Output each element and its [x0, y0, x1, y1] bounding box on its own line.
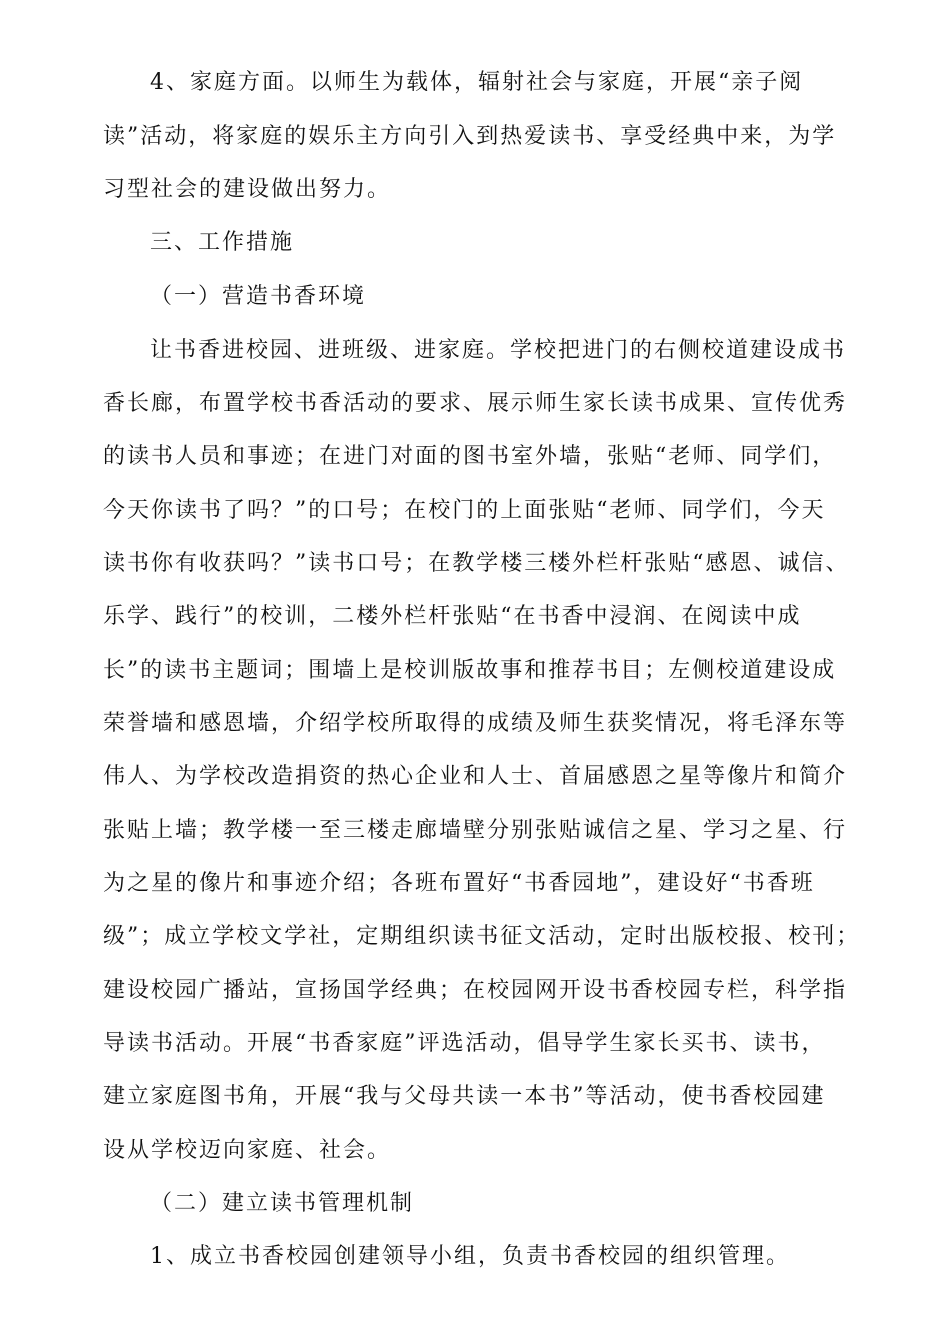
paragraph-line: 荣誉墙和感恩墙，介绍学校所取得的成绩及师生获奖情况，将毛泽东等 — [103, 711, 848, 736]
subsection-heading: （一）营造书香环境 — [150, 284, 367, 309]
paragraph-line: 设从学校迈向家庭、社会。 — [103, 1138, 392, 1163]
paragraph-line: 建立家庭图书角，开展“我与父母共读一本书”等活动，使书香校园建 — [103, 1084, 826, 1109]
paragraph-line: 香长廊，布置学校书香活动的要求、展示师生家长读书成果、宣传优秀 — [103, 391, 848, 416]
paragraph-line: 习型社会的建设做出努力。 — [103, 177, 392, 202]
paragraph-line: 张贴上墙；教学楼一至三楼走廊墙壁分别张贴诚信之星、学习之星、行 — [103, 818, 848, 843]
paragraph-line: 读”活动，将家庭的娱乐主方向引入到热爱读书、享受经典中来，为学 — [103, 124, 837, 149]
paragraph-line: 乐学、践行”的校训，二楼外栏杆张贴“在书香中浸润、在阅读中成 — [103, 604, 802, 629]
paragraph-line: 4、家庭方面。以师生为载体，辐射社会与家庭，开展“亲子阅 — [150, 70, 804, 95]
paragraph-line: 的读书人员和事迹；在进门对面的图书室外墙，张贴“老师、同学们， — [103, 444, 837, 469]
section-heading: 三、工作措施 — [150, 230, 295, 255]
paragraph-line: 长”的读书主题词；围墙上是校训版故事和推荐书目；左侧校道建设成 — [103, 658, 837, 683]
paragraph-line: 导读书活动。开展“书香家庭”评选活动，倡导学生家长买书、读书， — [103, 1031, 826, 1056]
paragraph-line: 今天你读书了吗？”的口号；在校门的上面张贴“老师、同学们，今天 — [103, 498, 826, 523]
paragraph-line: 1、成立书香校园创建领导小组，负责书香校园的组织管理。 — [150, 1244, 790, 1269]
paragraph-line: 伟人、为学校改造捐资的热心企业和人士、首届感恩之星等像片和简介 — [103, 764, 848, 789]
subsection-heading: （二）建立读书管理机制 — [150, 1191, 415, 1216]
paragraph-line: 建设校园广播站，宣扬国学经典；在校园网开设书香校园专栏，科学指 — [103, 978, 848, 1003]
paragraph-line: 读书你有收获吗？”读书口号；在教学楼三楼外栏杆张贴“感恩、诚信、 — [103, 551, 850, 576]
paragraph-line: 级”；成立学校文学社，定期组织读书征文活动，定时出版校报、校刊； — [103, 924, 861, 949]
paragraph-line: 让书香进校园、进班级、进家庭。学校把进门的右侧校道建设成书 — [150, 338, 847, 363]
paragraph-line: 为之星的像片和事迹介绍；各班布置好“书香园地”，建设好“书香班 — [103, 871, 815, 896]
